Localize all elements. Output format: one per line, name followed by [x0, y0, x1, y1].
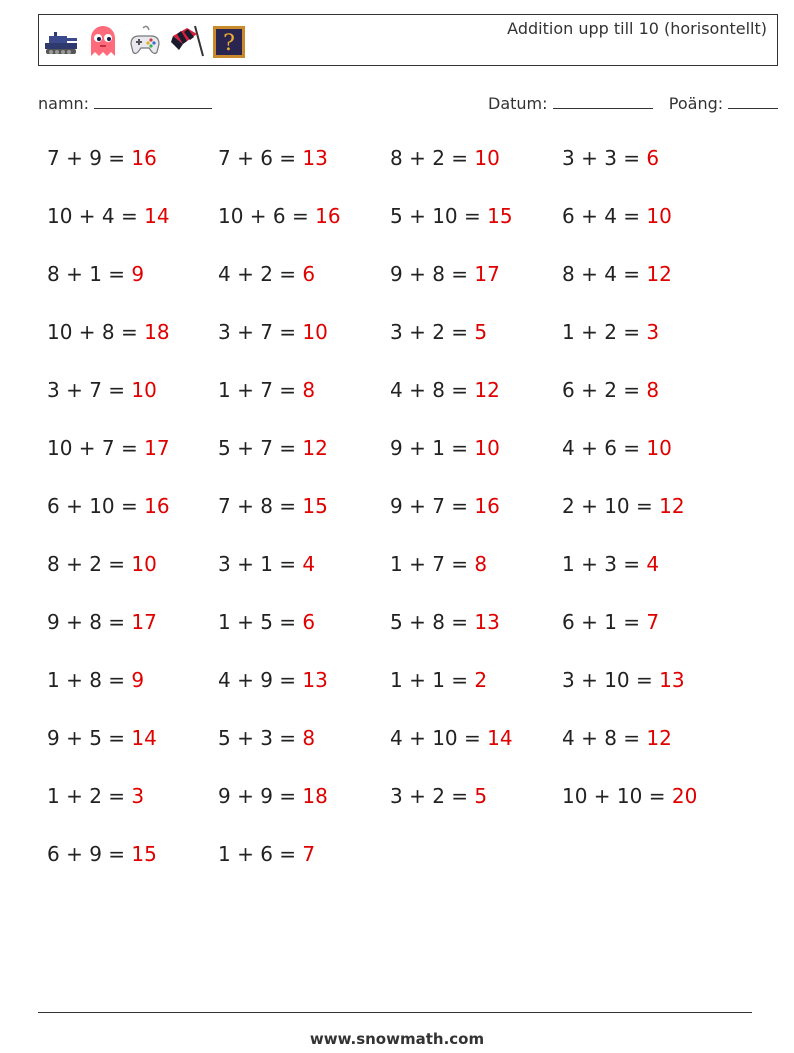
problem-item: [47, 610, 157, 634]
problem-item: [218, 146, 328, 170]
date-blank: [553, 94, 653, 109]
problem-answer: 16: [315, 204, 341, 228]
problem-expression: 6 + 2 =: [562, 378, 647, 402]
problem-item: [218, 784, 328, 808]
problem-answer: 14: [487, 726, 513, 750]
problem-item: [47, 552, 157, 576]
worksheet-title: Addition upp till 10 (horisontellt): [507, 19, 767, 38]
problem-item: [562, 552, 659, 576]
question-block-icon: [211, 22, 247, 60]
race-flag-icon: [169, 22, 205, 60]
problem-item: [218, 842, 315, 866]
problem-item: [562, 320, 659, 344]
problem-answer: 5: [474, 320, 488, 344]
problem-expression: 4 + 8 =: [390, 378, 475, 402]
problem-expression: 1 + 2 =: [562, 320, 647, 344]
problem-answer: 10: [131, 378, 157, 402]
problem-answer: 8: [302, 378, 316, 402]
problem-expression: 2 + 10 =: [562, 494, 660, 518]
problem-item: [562, 726, 672, 750]
problem-answer: 12: [659, 494, 685, 518]
problem-item: [390, 436, 500, 460]
problem-item: [218, 552, 315, 576]
problem-item: [218, 262, 315, 286]
problem-expression: 6 + 1 =: [562, 610, 647, 634]
problem-answer: 16: [474, 494, 500, 518]
problem-item: [562, 378, 659, 402]
problem-answer: 7: [302, 842, 316, 866]
problem-item: [562, 146, 659, 170]
problem-expression: 5 + 3 =: [218, 726, 303, 750]
problem-item: [47, 726, 157, 750]
problem-item: [390, 494, 500, 518]
problem-answer: 5: [474, 784, 488, 808]
score-blank: [728, 94, 778, 109]
problem-expression: 4 + 8 =: [562, 726, 647, 750]
problem-answer: 8: [474, 552, 488, 576]
problem-answer: 12: [646, 726, 672, 750]
problem-item: [218, 436, 328, 460]
problem-answer: 13: [302, 146, 328, 170]
problem-item: [47, 262, 144, 286]
problem-answer: 4: [302, 552, 316, 576]
problem-expression: 3 + 2 =: [390, 784, 475, 808]
problem-answer: 6: [646, 146, 660, 170]
problem-expression: 3 + 7 =: [218, 320, 303, 344]
problem-item: [562, 436, 672, 460]
problem-item: [390, 204, 513, 228]
header-icons: [43, 22, 247, 60]
problem-answer: 17: [474, 262, 500, 286]
problem-expression: 1 + 8 =: [47, 668, 132, 692]
problem-expression: 8 + 1 =: [47, 262, 132, 286]
footer-divider: [38, 1012, 752, 1013]
tank-icon: [43, 22, 79, 60]
problem-answer: 7: [646, 610, 660, 634]
problem-answer: 3: [131, 784, 145, 808]
problem-answer: 16: [144, 494, 170, 518]
problem-answer: 18: [302, 784, 328, 808]
date-label: Datum:: [488, 94, 548, 113]
problem-item: [218, 726, 315, 750]
date-score-fields: [488, 94, 778, 113]
problem-expression: 7 + 6 =: [218, 146, 303, 170]
problem-answer: 9: [131, 262, 145, 286]
problem-expression: 4 + 2 =: [218, 262, 303, 286]
problem-item: [47, 204, 170, 228]
problem-item: [390, 262, 500, 286]
footer-site: www.snowmath.com: [309, 1030, 485, 1048]
problem-answer: 10: [131, 552, 157, 576]
problem-answer: 15: [131, 842, 157, 866]
problem-expression: 3 + 2 =: [390, 320, 475, 344]
problem-expression: 5 + 10 =: [390, 204, 488, 228]
problem-answer: 8: [302, 726, 316, 750]
problem-item: [390, 784, 487, 808]
problem-expression: 10 + 10 =: [562, 784, 672, 808]
problem-answer: 15: [487, 204, 513, 228]
problem-item: [218, 378, 315, 402]
problem-expression: 3 + 1 =: [218, 552, 303, 576]
problem-expression: 9 + 8 =: [47, 610, 132, 634]
score-label: Poäng:: [668, 94, 724, 113]
gamepad-icon: [127, 22, 163, 60]
problem-expression: 1 + 2 =: [47, 784, 132, 808]
problem-expression: 3 + 3 =: [562, 146, 647, 170]
problem-expression: 3 + 7 =: [47, 378, 132, 402]
problem-expression: 1 + 1 =: [390, 668, 475, 692]
problem-answer: 4: [646, 552, 660, 576]
problem-answer: 13: [474, 610, 500, 634]
problem-item: [218, 494, 328, 518]
problem-item: [218, 668, 328, 692]
problem-answer: 10: [474, 146, 500, 170]
problem-answer: 17: [131, 610, 157, 634]
problem-item: [390, 726, 513, 750]
problem-item: [47, 378, 157, 402]
problem-expression: 9 + 9 =: [218, 784, 303, 808]
problem-answer: 20: [671, 784, 698, 808]
problem-item: [218, 320, 328, 344]
problem-answer: 6: [302, 610, 316, 634]
problem-item: [218, 610, 315, 634]
problem-expression: 5 + 7 =: [218, 436, 303, 460]
problem-item: [390, 320, 487, 344]
problem-item: [390, 378, 500, 402]
problem-expression: 9 + 5 =: [47, 726, 132, 750]
problem-expression: 1 + 6 =: [218, 842, 303, 866]
problem-expression: 1 + 7 =: [218, 378, 303, 402]
problem-expression: 1 + 7 =: [390, 552, 475, 576]
problem-expression: 9 + 8 =: [390, 262, 475, 286]
name-label: namn:: [38, 94, 90, 113]
svg-text:?: ?: [223, 31, 235, 56]
problem-expression: 1 + 3 =: [562, 552, 647, 576]
problem-answer: 16: [131, 146, 157, 170]
problem-expression: 10 + 8 =: [47, 320, 145, 344]
problem-item: [562, 204, 672, 228]
problem-answer: 14: [144, 204, 170, 228]
problem-expression: 7 + 9 =: [47, 146, 132, 170]
name-blank: [94, 94, 212, 109]
problem-answer: 10: [646, 436, 672, 460]
problem-expression: 8 + 4 =: [562, 262, 647, 286]
problem-expression: 6 + 4 =: [562, 204, 647, 228]
name-field: [38, 94, 212, 113]
problem-item: [47, 842, 157, 866]
problem-item: [562, 610, 659, 634]
problem-answer: 14: [131, 726, 157, 750]
problem-item: [47, 494, 170, 518]
ghost-icon: [85, 22, 121, 60]
problem-expression: 10 + 4 =: [47, 204, 145, 228]
problem-expression: 1 + 5 =: [218, 610, 303, 634]
problem-answer: 2: [474, 668, 488, 692]
problem-item: [562, 668, 685, 692]
problem-answer: 12: [474, 378, 500, 402]
problem-expression: 4 + 10 =: [390, 726, 488, 750]
problem-item: [47, 436, 170, 460]
problem-expression: 4 + 6 =: [562, 436, 647, 460]
problem-expression: 6 + 10 =: [47, 494, 145, 518]
problem-expression: 6 + 9 =: [47, 842, 132, 866]
problem-item: [47, 320, 170, 344]
problem-item: [390, 146, 500, 170]
problem-item: [562, 494, 685, 518]
problem-item: [47, 784, 144, 808]
problem-answer: 10: [302, 320, 328, 344]
problem-item: [218, 204, 341, 228]
problem-expression: 8 + 2 =: [47, 552, 132, 576]
problem-expression: 10 + 6 =: [218, 204, 316, 228]
problem-answer: 12: [302, 436, 328, 460]
problem-item: [562, 784, 697, 808]
problem-answer: 3: [646, 320, 660, 344]
problem-answer: 15: [302, 494, 328, 518]
problem-expression: 7 + 8 =: [218, 494, 303, 518]
worksheet-header: [38, 14, 778, 66]
problem-answer: 10: [474, 436, 500, 460]
problem-item: [390, 552, 487, 576]
problem-answer: 18: [144, 320, 170, 344]
problem-answer: 13: [659, 668, 685, 692]
problem-expression: 3 + 10 =: [562, 668, 660, 692]
problem-item: [47, 668, 144, 692]
problem-expression: 4 + 9 =: [218, 668, 303, 692]
problem-answer: 17: [144, 436, 170, 460]
problem-item: [390, 610, 500, 634]
problem-answer: 9: [131, 668, 145, 692]
problem-answer: 12: [646, 262, 672, 286]
problem-item: [47, 146, 157, 170]
problem-expression: 9 + 1 =: [390, 436, 475, 460]
problem-expression: 5 + 8 =: [390, 610, 475, 634]
problem-item: [390, 668, 487, 692]
problem-answer: 10: [646, 204, 672, 228]
problem-answer: 13: [302, 668, 328, 692]
problem-expression: 10 + 7 =: [47, 436, 145, 460]
problem-expression: 9 + 7 =: [390, 494, 475, 518]
problem-answer: 8: [646, 378, 660, 402]
problem-item: [562, 262, 672, 286]
problem-answer: 6: [302, 262, 316, 286]
problem-expression: 8 + 2 =: [390, 146, 475, 170]
